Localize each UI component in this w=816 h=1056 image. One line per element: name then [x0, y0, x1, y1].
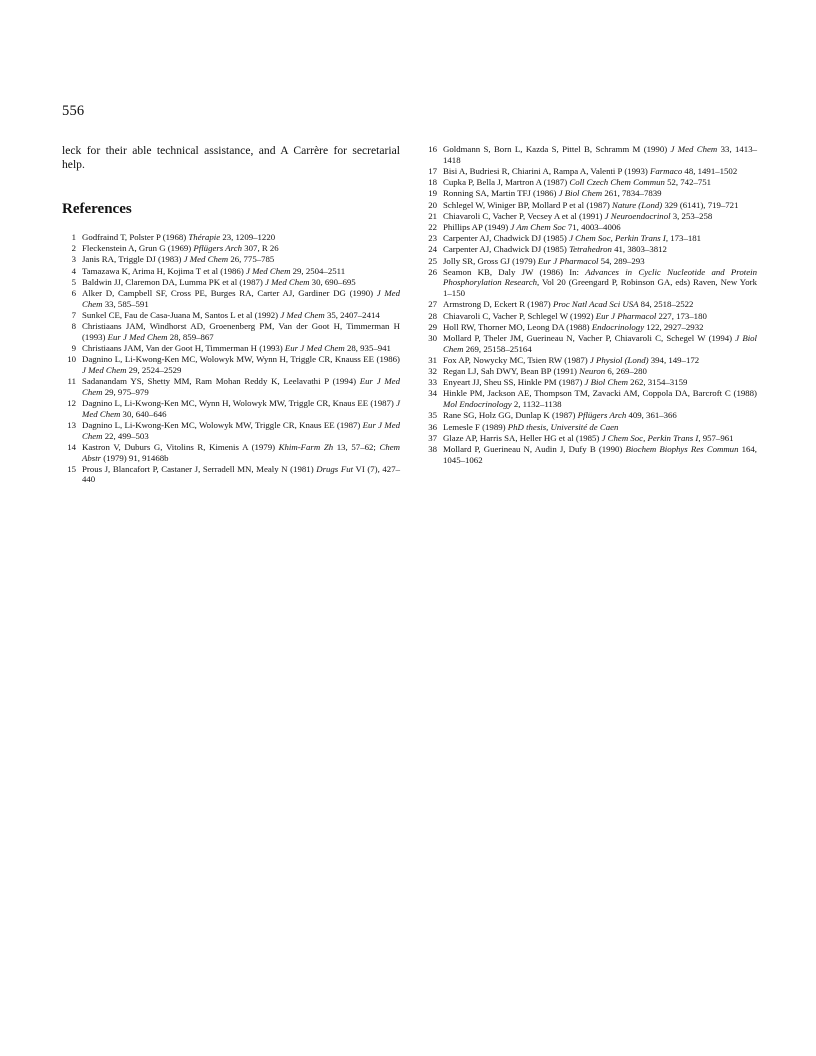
reference-item: [62, 310, 400, 321]
reference-text: 71, 4003–4006: [565, 221, 621, 232]
reference-item: [423, 211, 757, 222]
reference-number: 32: [428, 366, 437, 377]
reference-text: Dagnino L, Li-Kwong-Ken MC, Wolowyk MW, Triggle CR, Knaus EE (1987): [82, 419, 363, 430]
reference-text: Sadanandam YS, Shetty MM, Ram Mohan Reddy K, Leelavathi P (1994): [82, 376, 360, 387]
reference-item: [62, 354, 400, 375]
reference-item: [423, 244, 757, 255]
reference-text: Fleckenstein A, Grun G (1969): [82, 243, 194, 254]
reference-text: 269, 25158–25164: [463, 343, 532, 354]
reference-text: Carpenter AJ, Chadwick DJ (1985): [443, 233, 570, 244]
reference-source: Biochem Biophys Res Commun: [625, 443, 739, 454]
reference-text: 122, 2927–2932: [644, 321, 704, 332]
reference-item: [423, 410, 757, 421]
reference-text: Regan LJ, Sah DWY, Bean BP (1991): [443, 366, 580, 377]
reference-item: [423, 433, 757, 444]
reference-text: Phillips AP (1949): [443, 221, 511, 232]
reference-item: [62, 288, 400, 309]
reference-text: Christiaans JAM, Van der Goot H, Timmerman H (1993): [82, 343, 285, 354]
reference-source: J Med Chem: [280, 309, 325, 320]
reference-text: 33, 585–591: [102, 298, 149, 309]
reference-text: 30, 640–646: [120, 408, 167, 419]
reference-text: 409, 361–366: [626, 410, 677, 421]
reference-number: 19: [428, 188, 437, 199]
reference-text: Holl RW, Thorner MO, Leong DA (1988): [443, 321, 592, 332]
reference-item: [62, 398, 400, 419]
reference-item: [62, 277, 400, 288]
reference-item: [423, 267, 757, 299]
reference-text: 22, 499–503: [102, 430, 149, 441]
reference-source: PhD thesis, Université de Caen: [507, 421, 619, 432]
acknowledgement-text: leck for their able technical assistance, and A Carrère for secretarial help.: [62, 144, 400, 171]
reference-text: 2, 1132–1138: [511, 399, 562, 410]
reference-text: Christiaans JAM, Windhorst AD, Groenenberg PM, Van der Goot H, Timmerman H (1993): [82, 321, 400, 342]
reference-number: 17: [428, 165, 437, 176]
reference-item: [423, 299, 757, 310]
reference-item: [62, 376, 400, 397]
reference-text: Fox AP, Nowycky MC, Tsien RW (1987): [443, 354, 590, 365]
reference-number: 33: [428, 377, 437, 388]
reference-text: Seamon KB, Daly JW (1986) In:: [443, 266, 586, 277]
reference-item: [423, 311, 757, 322]
reference-text: 394, 149–172: [648, 354, 700, 365]
reference-source: Eur J Med Chem: [284, 343, 345, 354]
reference-text: 329 (6141), 719–721: [662, 199, 739, 210]
reference-source: Khim-Farm Zh: [278, 441, 334, 452]
reference-text: , 173–181: [665, 233, 702, 244]
reference-source: Mol Endocrinology: [443, 399, 512, 410]
reference-text: 307, R 26: [242, 243, 279, 254]
reference-number: 11: [67, 376, 76, 387]
reference-number: 20: [428, 199, 437, 210]
reference-text: , 957–961: [698, 432, 734, 443]
reference-number: 31: [428, 354, 437, 365]
reference-source: J Med Chem: [82, 364, 127, 375]
reference-text: 13, 57–62;: [333, 441, 380, 452]
reference-source: J Med Chem: [183, 254, 229, 265]
reference-item: [62, 420, 400, 441]
reference-number: 14: [67, 441, 76, 452]
reference-text: 227, 173–180: [656, 310, 707, 321]
reference-text: Goldmann S, Born L, Kazda S, Pittel B, Schramm M (1990): [443, 144, 671, 154]
reference-text: 262, 3154–3159: [627, 377, 688, 388]
reference-source: Proc Natl Acad Sci USA: [552, 299, 639, 310]
reference-text: Tamazawa K, Arima H, Kojima T et al (1986): [82, 265, 246, 276]
reference-number: 24: [428, 244, 437, 255]
reference-item: [62, 243, 400, 254]
reference-text: Lemesle F (1989): [443, 421, 508, 432]
reference-text: Alker D, Campbell SF, Cross PE, Burges RA, Carter AJ, Gardiner DG (1990): [82, 288, 377, 299]
reference-source: J Biol Chem: [584, 377, 628, 388]
reference-text: Chiavaroli C, Vacher P, Vecsey A et al (1991): [443, 210, 605, 221]
reference-number: 9: [71, 343, 76, 354]
reference-number: 1: [71, 232, 76, 242]
references-heading: References: [62, 201, 132, 217]
reference-item: [423, 188, 757, 199]
reference-text: 29, 2504–2511: [290, 265, 346, 276]
reference-source: J Med Chem: [82, 398, 400, 419]
reference-number: 38: [428, 443, 437, 454]
reference-text: Ronning SA, Martin TFJ (1986): [443, 188, 559, 199]
reference-text: 28, 859–867: [167, 331, 214, 342]
reference-text: 41, 3803–3812: [611, 244, 667, 255]
reference-list-right: [423, 144, 757, 465]
reference-item: [423, 422, 757, 433]
reference-item: [423, 233, 757, 244]
reference-source: J Neuroendocrinol: [604, 210, 671, 221]
reference-item: [423, 322, 757, 333]
reference-number: 23: [428, 233, 437, 244]
reference-text: 28, 935–941: [344, 343, 391, 354]
reference-text: 52, 742–751: [664, 177, 712, 188]
reference-text: Hinkle PM, Jackson AE, Thompson TM, Zavacki AM, Coppola DA, Barcroft C (1988): [443, 388, 757, 399]
reference-text: Rane SG, Holz GG, Dunlap K (1987): [443, 410, 578, 421]
reference-item: [423, 388, 757, 409]
reference-text: Schlegel W, Winiger BP, Mollard P et al (1987): [443, 199, 612, 210]
reference-item: [423, 355, 757, 366]
reference-text: 261, 7834–7839: [602, 188, 662, 199]
reference-number: 36: [428, 421, 437, 432]
reference-text: Kastron V, Duburs G, Vitolins R, Kimenis A (1979): [82, 441, 279, 452]
reference-source: Eur J Med Chem: [107, 331, 168, 342]
reference-source: Tetrahedron: [569, 244, 612, 255]
reference-source: J Med Chem: [82, 288, 400, 309]
reference-number: 22: [428, 221, 437, 232]
reference-text: 23, 1209–1220: [220, 232, 276, 242]
reference-number: 8: [71, 321, 76, 332]
reference-item: [423, 200, 757, 211]
reference-text: 35, 2407–2414: [324, 309, 380, 320]
reference-list-left: [62, 232, 400, 485]
reference-text: 33, 1413–1418: [443, 144, 757, 165]
reference-number: 2: [71, 243, 76, 254]
reference-number: 7: [71, 309, 76, 320]
reference-number: 27: [428, 299, 437, 310]
reference-source: Nature (Lond): [611, 199, 663, 210]
page-number: 556: [62, 103, 85, 119]
reference-source: J Chem Soc, Perkin Trans I: [601, 432, 699, 443]
reference-text: Mollard P, Theler JM, Guerineau N, Vacher P, Chiavaroli C, Schegel W (1994): [443, 332, 736, 343]
reference-text: Mollard P, Guerineau N, Audin J, Dufy B (1990): [443, 443, 626, 454]
reference-text: 164, 1045–1062: [443, 443, 758, 465]
reference-number: 13: [67, 419, 76, 430]
reference-source: Eur J Pharmacol: [537, 255, 599, 266]
reference-source: J Med Chem: [245, 265, 291, 276]
reference-text: Carpenter AJ, Chadwick DJ (1985): [443, 244, 570, 255]
reference-number: 30: [428, 332, 437, 343]
reference-text: 54, 289–293: [598, 255, 645, 266]
reference-source: J Chem Soc, Perkin Trans I: [569, 233, 666, 244]
reference-text: Chiavaroli C, Vacher P, Schlegel W (1992): [443, 310, 596, 321]
reference-item: [423, 177, 757, 188]
reference-number: 29: [428, 321, 437, 332]
reference-text: Baldwin JJ, Claremon DA, Lumma PK et al (1987): [82, 276, 265, 287]
reference-item: [423, 333, 757, 354]
reference-number: 10: [67, 354, 76, 365]
reference-source: J Med Chem: [670, 144, 718, 154]
reference-number: 18: [428, 177, 437, 188]
reference-text: Enyeart JJ, Sheu SS, Hinkle PM (1987): [443, 377, 585, 388]
reference-source: J Am Chem Soc: [510, 221, 566, 232]
reference-text: , Vol 20 (Greengard P, Robinson GA, eds) Raven, New York 1–150: [443, 277, 757, 299]
reference-text: 26, 775–785: [228, 254, 275, 265]
reference-item: [423, 444, 757, 465]
reference-source: Chem Abstr: [82, 441, 400, 463]
reference-item: [423, 366, 757, 377]
reference-text: 84, 2518–2522: [638, 299, 694, 310]
reference-number: 37: [428, 432, 437, 443]
reference-text: Sunkel CE, Fau de Casa-Juana M, Santos L et al (1992): [82, 309, 281, 320]
reference-text: Cupka P, Bella J, Martron A (1987): [443, 177, 570, 188]
reference-item: [62, 343, 400, 354]
reference-text: 29, 975–979: [102, 386, 149, 397]
reference-number: 35: [428, 410, 437, 421]
reference-source: Pflügers Arch: [577, 410, 627, 421]
reference-source: Endocrinology: [591, 321, 645, 332]
reference-text: 30, 690–695: [309, 276, 356, 287]
reference-item: [62, 232, 400, 243]
reference-number: 15: [67, 463, 76, 474]
reference-text: 48, 1491–1502: [682, 165, 738, 176]
reference-text: Dagnino L, Li-Kwong-Ken MC, Wynn H, Wolowyk MW, Triggle CR, Knaus EE (1987): [82, 398, 397, 409]
right-column: [423, 144, 757, 466]
reference-source: Eur J Pharmacol: [595, 310, 657, 321]
reference-text: VI (7), 427–440: [82, 463, 400, 485]
reference-source: Thérapie: [188, 232, 221, 242]
reference-text: Janis RA, Triggle DJ (1983): [82, 254, 184, 265]
reference-item: [423, 166, 757, 177]
reference-text: Godfraind T, Polster P (1968): [82, 232, 189, 242]
reference-number: 34: [428, 388, 437, 399]
reference-source: J Biol Chem: [558, 188, 603, 199]
reference-text: (1979) 91, 91468b: [101, 452, 169, 463]
reference-number: 3: [71, 254, 76, 265]
reference-source: Eur J Med Chem: [82, 419, 401, 441]
reference-source: Eur J Med Chem: [82, 376, 400, 397]
reference-source: Drugs Fut: [316, 463, 354, 474]
reference-item: [62, 464, 400, 485]
reference-source: J Physiol (Lond): [589, 354, 649, 365]
reference-number: 16: [428, 144, 437, 154]
reference-source: Farmaco: [649, 165, 683, 176]
reference-number: 4: [71, 265, 76, 276]
reference-text: Armstrong D, Eckert R (1987): [443, 299, 553, 310]
reference-number: 28: [428, 310, 437, 321]
reference-item: [423, 144, 757, 165]
reference-item: [423, 256, 757, 267]
reference-number: 5: [71, 276, 76, 287]
reference-text: Dagnino L, Li-Kwong-Ken MC, Wolowyk MW, Wynn H, Triggle CR, Knauss EE (1986): [82, 354, 400, 365]
reference-number: 25: [428, 255, 437, 266]
reference-text: 29, 2524–2529: [126, 364, 182, 375]
reference-source: Advances in Cyclic Nucleotide and Protein Phosphorylation Research: [443, 266, 757, 288]
reference-number: 6: [71, 288, 76, 299]
reference-item: [62, 442, 400, 463]
reference-number: 21: [428, 210, 437, 221]
reference-text: Prous J, Blancafort P, Castaner J, Serradell MN, Mealy N (1981): [82, 463, 317, 474]
reference-number: 26: [428, 266, 437, 277]
reference-source: J Med Chem: [265, 276, 310, 287]
reference-number: 12: [67, 398, 76, 409]
reference-text: Bisi A, Budriesi R, Chiarini A, Rampa A, Valenti P (1993): [443, 165, 650, 176]
reference-item: [423, 222, 757, 233]
reference-text: Glaze AP, Harris SA, Heller HG et al (1985): [443, 432, 602, 443]
reference-item: [62, 254, 400, 265]
reference-source: J Biol Chem: [443, 332, 757, 354]
reference-text: 6, 269–280: [605, 366, 647, 377]
reference-item: [62, 321, 400, 342]
reference-source: Neuron: [579, 366, 606, 377]
reference-item: [62, 266, 400, 277]
left-column: [62, 144, 400, 486]
reference-text: 3, 253–258: [670, 210, 713, 221]
reference-item: [423, 377, 757, 388]
reference-text: Jolly SR, Gross GJ (1979): [443, 255, 538, 266]
reference-source: Coll Czech Chem Commun: [569, 177, 665, 188]
reference-source: Pflügers Arch: [193, 243, 243, 254]
